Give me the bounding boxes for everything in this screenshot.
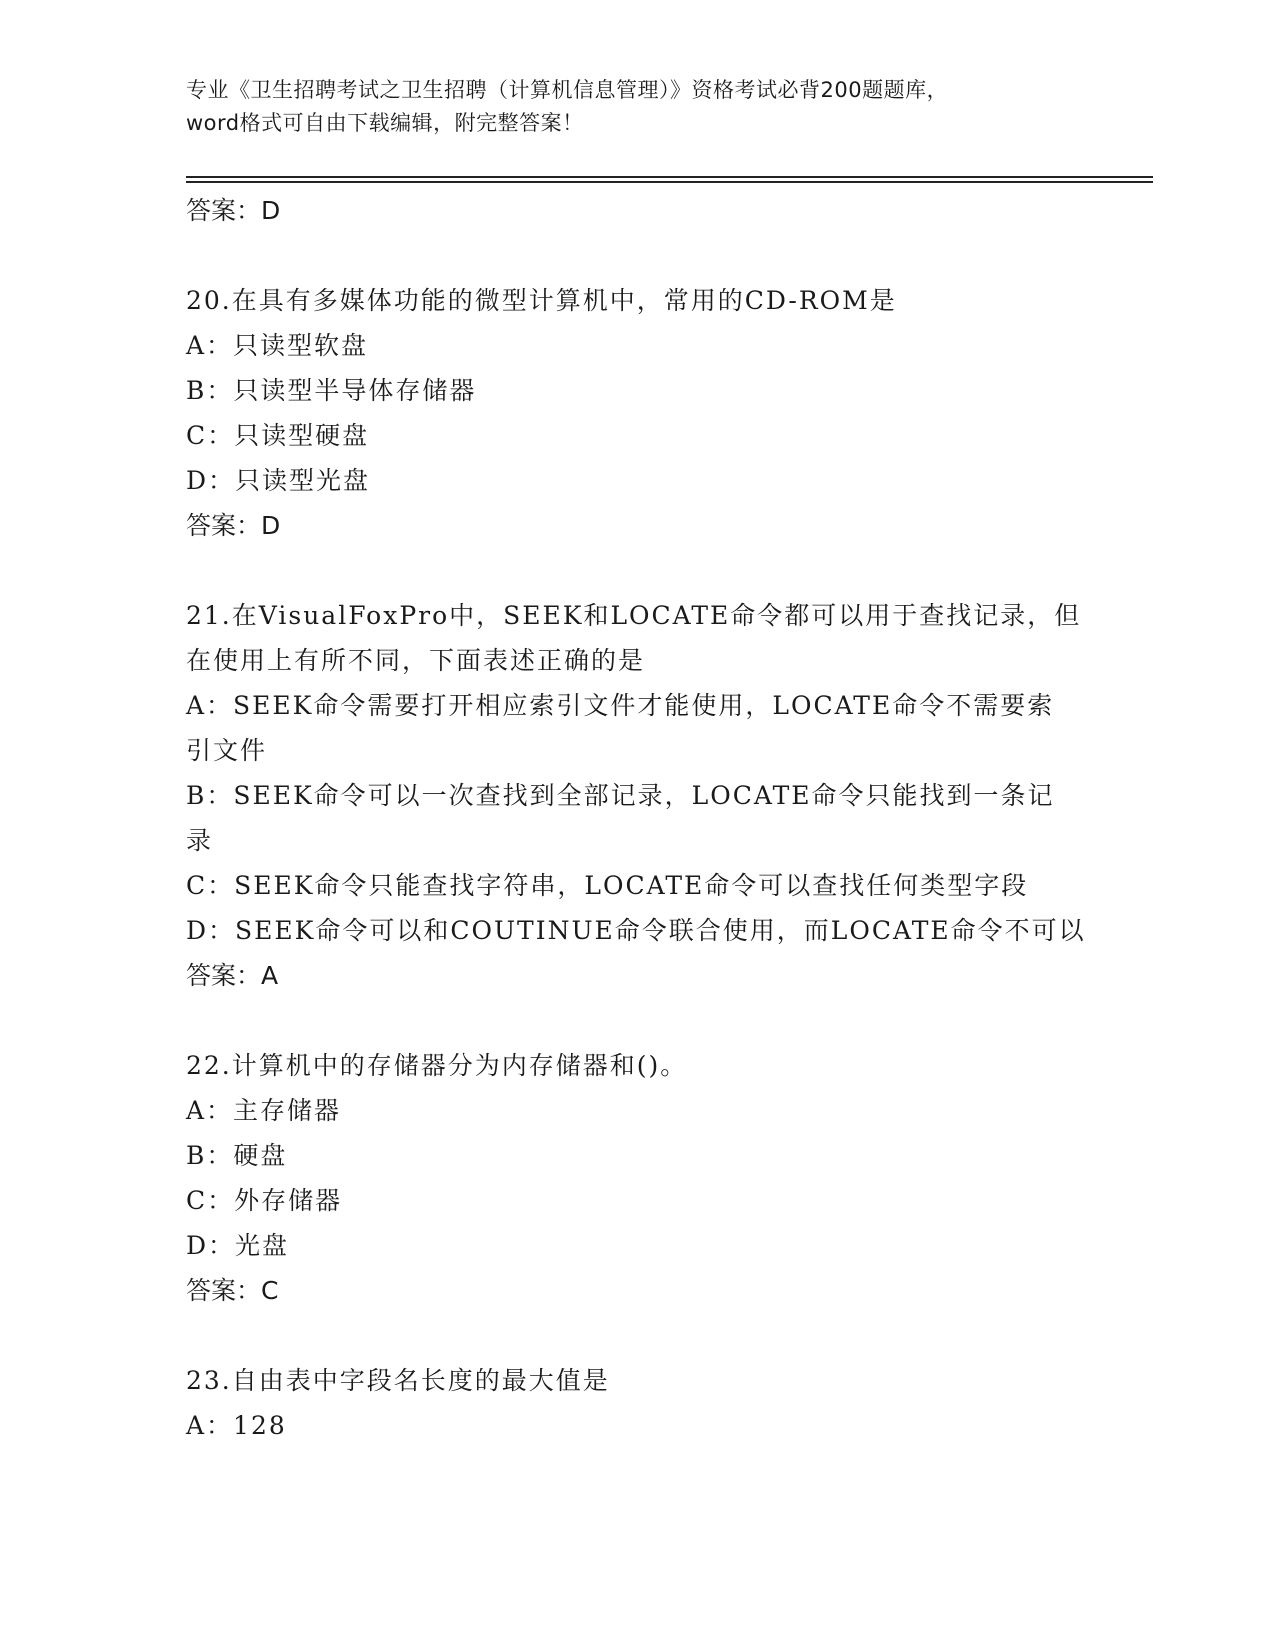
header-line-1: 专业《卫生招聘考试之卫生招聘（计算机信息管理）》资格考试必背200题题库， xyxy=(186,78,949,102)
question-text: 23.自由表中字段名长度的最大值是 xyxy=(186,1366,610,1395)
option-b-line-1: B：SEEK命令可以一次查找到全部记录，LOCATE命令只能找到一条记 xyxy=(186,781,1055,810)
answer-line: 答案：C xyxy=(186,1276,279,1305)
question-list xyxy=(186,188,1086,1448)
question-text: 20.在具有多媒体功能的微型计算机中，常用的CD-ROM是 xyxy=(186,286,897,315)
header-line-2: word格式可自由下载编辑，附完整答案！ xyxy=(186,111,584,135)
option-c: C：外存储器 xyxy=(186,1186,343,1215)
option-c: C：SEEK命令只能查找字符串，LOCATE命令可以查找任何类型字段 xyxy=(186,871,1029,900)
option-c: C：只读型硬盘 xyxy=(186,421,370,450)
option-d: D：只读型光盘 xyxy=(186,466,371,495)
header-divider-bottom xyxy=(186,181,1153,183)
option-a-line-2: 引文件 xyxy=(186,736,268,765)
option-a: A：只读型软盘 xyxy=(186,331,369,360)
answer-line: 答案：D xyxy=(186,511,281,540)
option-d: D：SEEK命令可以和COUTINUE命令联合使用，而LOCATE命令不可以 xyxy=(186,916,1086,945)
question-text-line-1: 21.在VisualFoxPro中，SEEK和LOCATE命令都可以用于查找记录，但 xyxy=(186,601,1082,630)
option-b: B：硬盘 xyxy=(186,1141,288,1170)
question-23 xyxy=(186,1358,1086,1448)
answer-line: 答案：A xyxy=(186,961,279,990)
option-b-line-2: 录 xyxy=(186,826,214,855)
question-text: 22.计算机中的存储器分为内存储器和()。 xyxy=(186,1051,688,1080)
answer-line: 答案：D xyxy=(186,196,281,225)
option-a-line-1: A：SEEK命令需要打开相应索引文件才能使用，LOCATE命令不需要索 xyxy=(186,691,1055,720)
question-22 xyxy=(186,1043,1086,1314)
question-21 xyxy=(186,593,1086,999)
option-a: A：128 xyxy=(186,1411,287,1440)
header-divider-top xyxy=(186,176,1153,178)
option-b: B：只读型半导体存储器 xyxy=(186,376,477,405)
option-a: A：主存储器 xyxy=(186,1096,342,1125)
question-text-line-2: 在使用上有所不同，下面表述正确的是 xyxy=(186,646,646,675)
option-d: D：光盘 xyxy=(186,1231,290,1260)
document-header xyxy=(186,74,1066,140)
question-20 xyxy=(186,278,1086,549)
